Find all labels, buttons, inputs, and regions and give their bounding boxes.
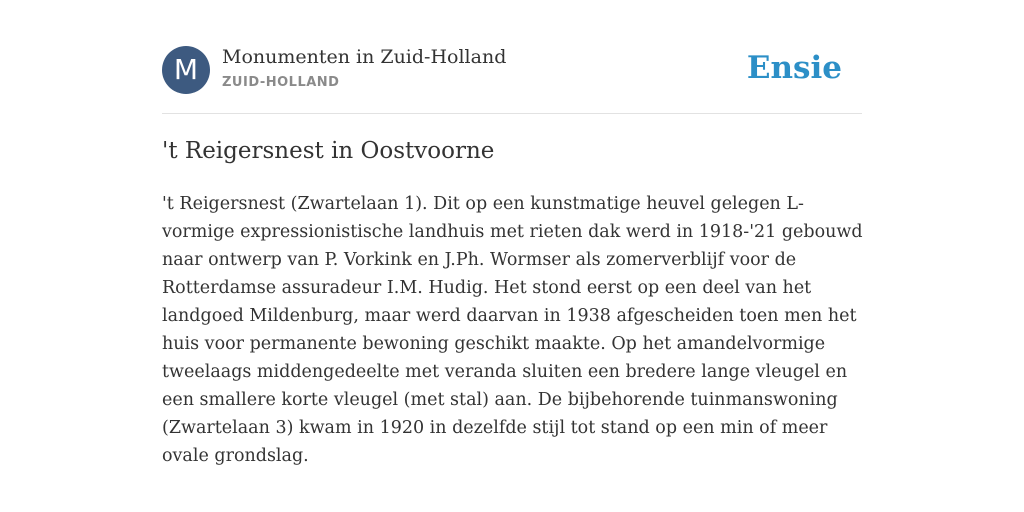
article-body: 't Reigersnest (Zwartelaan 1). Dit op een kunstmatige heuvel gelegen L-vormige expressionistische landhuis met rieten dak werd in 1918-'21 gebouwd naar ontwerp van P. Vorkink en J.Ph. Wormser als zomerverblijf voor de Rotterdamse assuradeur I.M. Hudig. Het stond eerst op een deel van het landgoed Mildenburg, maar werd daarvan in 1938 afgescheiden toen men het huis voor permanente bewoning geschikt maakte. Op het amandelvormige tweelaags middengedeelte met veranda sluiten een bredere lange vleugel en een smallere korte vleugel (met stal) aan. De bijbehorende tuinmanswoning (Zwartelaan 3) kwam in 1920 in dezelfde stijl tot stand op een min of meer ovale grondslag. — [162, 194, 863, 466]
ensie-logo[interactable]: Ensie — [746, 50, 842, 86]
collection-region: ZUID-HOLLAND — [222, 75, 340, 90]
card-header — [162, 46, 862, 96]
definition-card — [162, 0, 862, 512]
collection-title[interactable]: Monumenten in Zuid-Holland — [222, 46, 507, 68]
avatar[interactable]: M — [162, 46, 210, 94]
divider — [162, 113, 862, 114]
article-title: 't Reigersnest in Oostvoorne — [162, 138, 495, 164]
